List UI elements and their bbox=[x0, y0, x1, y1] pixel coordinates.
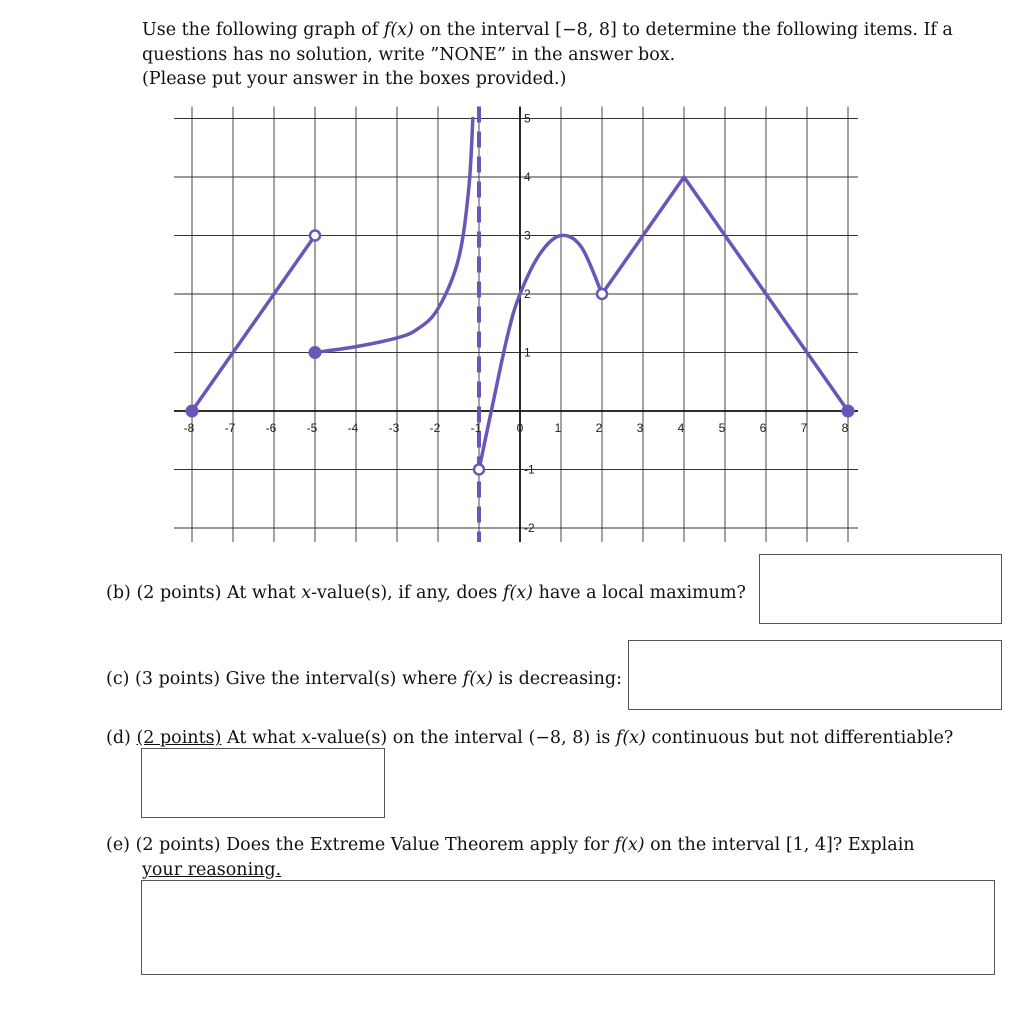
instructions-line-2: questions has no solution, write ”NONE” in the answer box. bbox=[142, 44, 676, 65]
question-text: At what bbox=[227, 583, 302, 603]
y-tick-label: 5 bbox=[524, 111, 531, 126]
question-e-line-2: your reasoning. bbox=[142, 860, 282, 880]
graph-axes bbox=[174, 107, 858, 543]
question-text: is decreasing: bbox=[492, 669, 623, 689]
variable-symbol: x bbox=[301, 728, 312, 748]
y-tick-label: 4 bbox=[524, 170, 531, 184]
x-tick-label: -7 bbox=[224, 421, 236, 435]
answer-box-b[interactable] bbox=[759, 554, 1002, 624]
x-tick-label: 8 bbox=[841, 421, 849, 435]
x-tick-label: 0 bbox=[516, 421, 524, 435]
x-tick-label: 3 bbox=[636, 421, 644, 435]
instructions-line-1 bbox=[142, 18, 982, 43]
x-tick-label: 5 bbox=[718, 421, 726, 435]
question-b bbox=[106, 581, 746, 605]
y-tick-label: 2 bbox=[524, 287, 531, 301]
x-tick-label: 1 bbox=[554, 421, 562, 435]
x-tick-label: -3 bbox=[388, 421, 400, 435]
open-point bbox=[310, 231, 320, 241]
question-points: (2 points) bbox=[135, 835, 221, 855]
question-label: (d) bbox=[106, 728, 131, 748]
instructions-text: Use the following graph of bbox=[142, 20, 384, 40]
instructions-text: on the interval [−8, 8] to determine the following items. If a bbox=[413, 20, 953, 40]
x-tick-label: 7 bbox=[800, 421, 808, 435]
closed-point bbox=[187, 406, 198, 417]
open-point bbox=[597, 289, 607, 299]
y-tick-label: -2 bbox=[524, 521, 535, 535]
question-text: -value(s) on the interval (−8, 8) is bbox=[311, 728, 616, 748]
x-tick-label: -1 bbox=[470, 421, 482, 435]
y-tick-label: 1 bbox=[524, 345, 531, 360]
answer-box-e[interactable] bbox=[141, 880, 995, 975]
question-d bbox=[106, 726, 953, 750]
variable-symbol: x bbox=[301, 583, 312, 603]
y-tick-label: 3 bbox=[524, 228, 531, 243]
question-text: on the interval [1, 4]? Explain bbox=[644, 835, 915, 855]
question-points: (2 points) bbox=[136, 728, 222, 748]
series-piece-1-linear bbox=[192, 236, 315, 412]
tick-labels bbox=[184, 112, 849, 536]
function-symbol: f(x) bbox=[383, 20, 414, 40]
x-tick-label: -2 bbox=[429, 421, 441, 435]
x-tick-label: 4 bbox=[677, 421, 685, 435]
x-tick-label: -4 bbox=[347, 421, 359, 435]
x-tick-label: -6 bbox=[265, 421, 277, 435]
closed-point bbox=[310, 347, 321, 358]
question-text: Give the interval(s) where bbox=[225, 669, 463, 689]
x-tick-label: 2 bbox=[595, 421, 603, 435]
question-text: Does the Extreme Value Theorem apply for bbox=[226, 835, 615, 855]
question-points: (3 points) bbox=[135, 669, 221, 689]
question-label: (e) bbox=[106, 835, 131, 855]
open-point bbox=[474, 465, 484, 475]
x-tick-label: -8 bbox=[183, 421, 195, 435]
question-text: have a local maximum? bbox=[533, 583, 746, 603]
question-e bbox=[106, 833, 915, 857]
question-c bbox=[106, 667, 622, 691]
function-symbol: f(x) bbox=[614, 835, 645, 855]
instructions-line-3: (Please put your answer in the boxes provided.) bbox=[142, 69, 567, 89]
question-text: continuous but not differentiable? bbox=[645, 728, 954, 748]
graph-grid bbox=[174, 107, 858, 543]
function-symbol: f(x) bbox=[462, 669, 493, 689]
question-text: At what bbox=[227, 728, 302, 748]
question-text: -value(s), if any, does bbox=[311, 583, 503, 603]
function-symbol: f(x) bbox=[615, 728, 646, 748]
y-tick-label: -1 bbox=[524, 462, 535, 477]
answer-box-c[interactable] bbox=[628, 640, 1002, 710]
function-symbol: f(x) bbox=[502, 583, 533, 603]
question-label: (b) bbox=[106, 583, 131, 603]
x-tick-label: 6 bbox=[759, 421, 767, 435]
function-graph bbox=[172, 106, 862, 546]
closed-point bbox=[843, 406, 854, 417]
question-label: (c) bbox=[106, 669, 130, 689]
question-points: (2 points) bbox=[136, 583, 222, 603]
answer-box-d[interactable] bbox=[141, 748, 385, 818]
instructions bbox=[142, 18, 982, 92]
x-tick-label: -5 bbox=[306, 421, 318, 435]
